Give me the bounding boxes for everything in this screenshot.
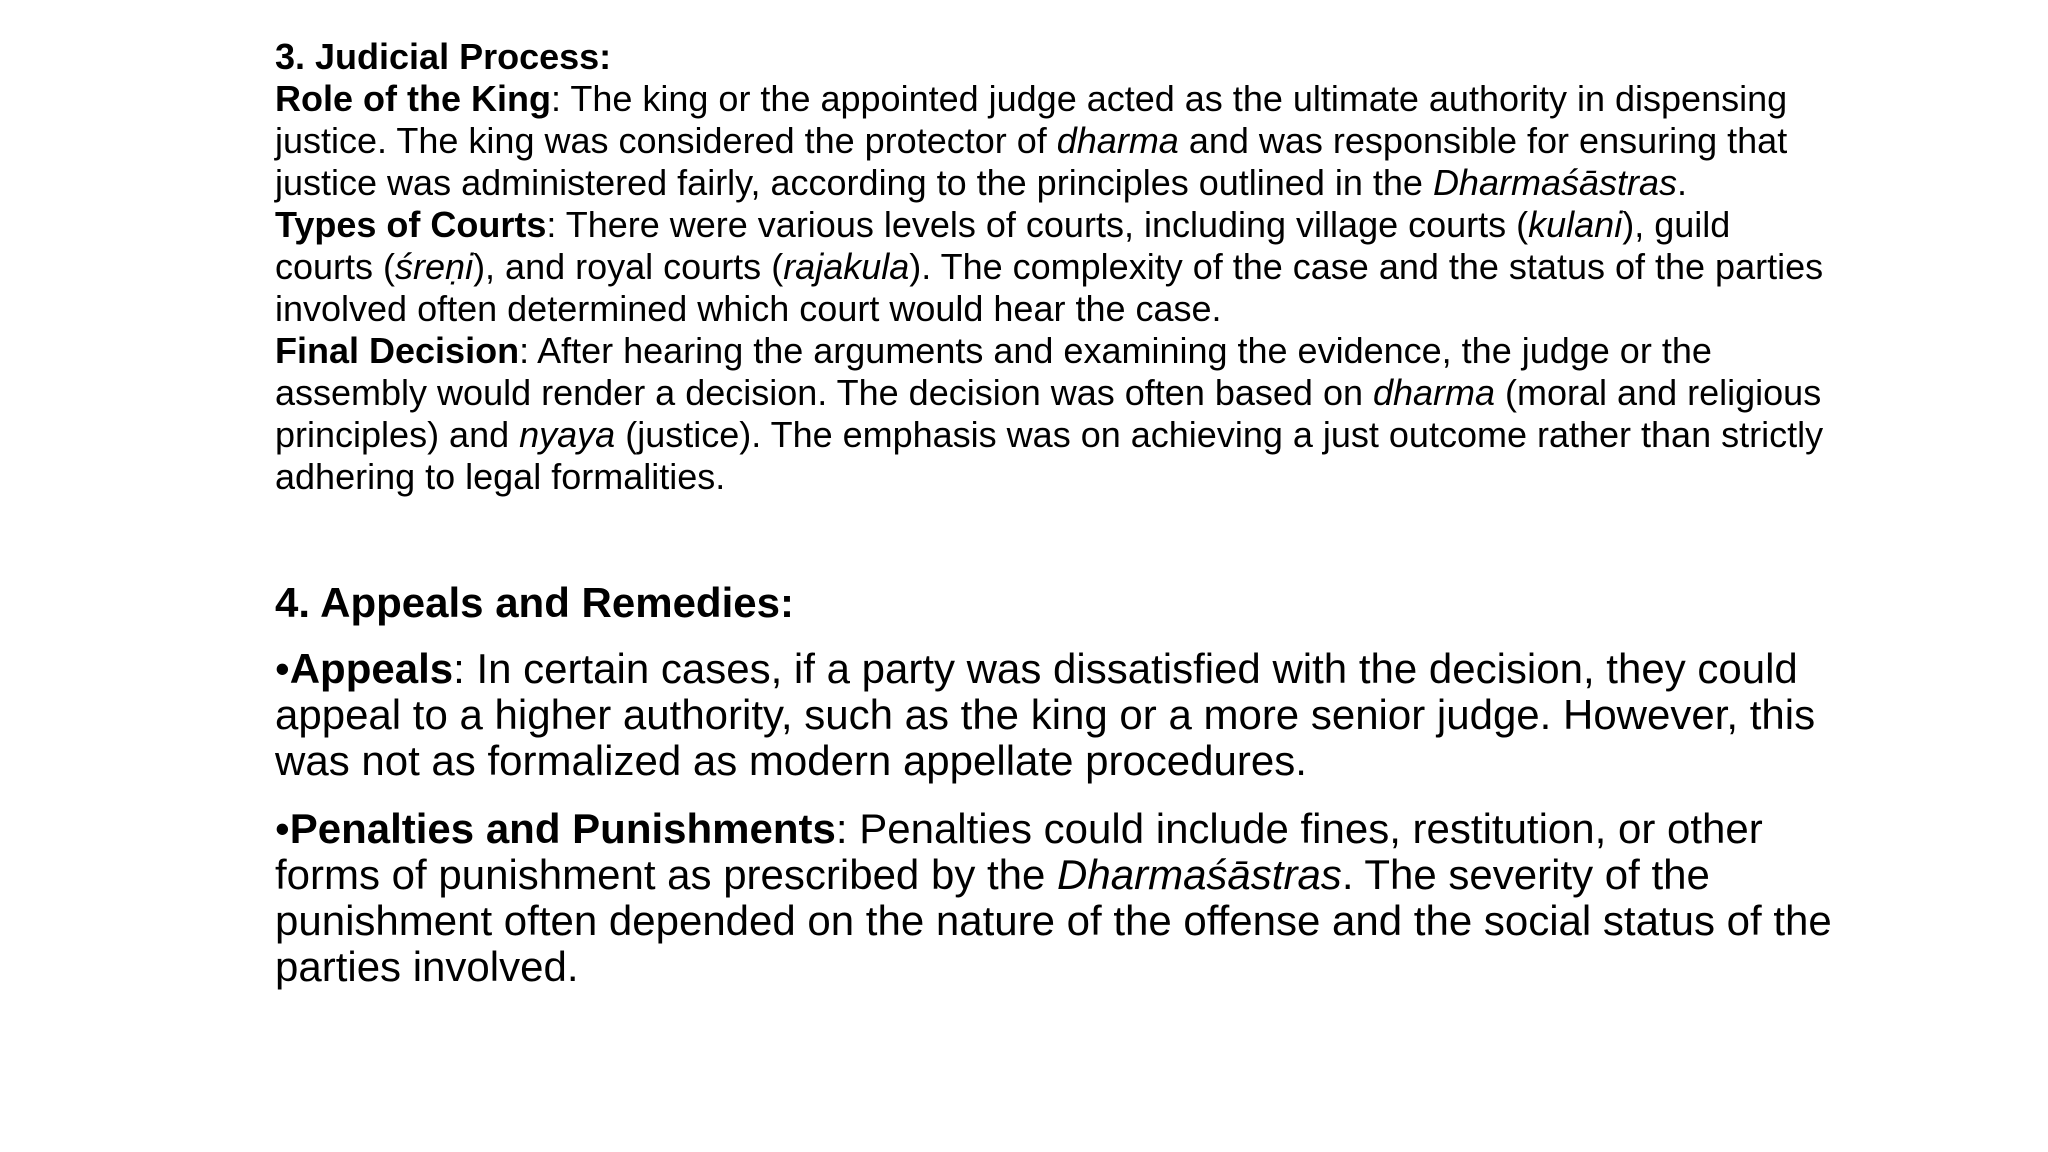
separator: : xyxy=(550,78,571,119)
text: . The severity of the punishment often depended on the nature of the offense and the social status of the parties involved. xyxy=(275,851,1832,990)
italic-term: rajakula xyxy=(783,246,910,287)
paragraph-role-of-king xyxy=(275,78,1835,204)
text: (moral and religious principles) and xyxy=(275,372,1822,455)
term-final-decision: Final Decision xyxy=(275,330,520,371)
italic-term: dharma xyxy=(1372,372,1496,413)
text: Penalties could include fines, restitution, or other forms of punishment as prescribed by the xyxy=(275,805,1763,898)
italic-term: Dharmaśāstras xyxy=(1057,851,1342,898)
separator: : xyxy=(453,645,477,692)
bullet-marker: • xyxy=(275,645,290,692)
text: ), guild courts ( xyxy=(275,204,1731,287)
italic-term: dharma xyxy=(1056,120,1179,161)
text: ). The complexity of the case and the status of the parties involved often determined which court would hear the case. xyxy=(275,246,1824,329)
text: ), and royal courts ( xyxy=(473,246,784,287)
text: The king or the appointed judge acted as the ultimate authority in dispensing justice. The king was considered the protector of xyxy=(275,78,1788,161)
bullet-penalties xyxy=(275,806,1835,990)
separator: : xyxy=(546,204,566,245)
term-role-of-king: Role of the King xyxy=(275,78,551,119)
slide-content xyxy=(275,36,1835,1012)
text: In certain cases, if a party was dissatisfied with the decision, they could appeal to a higher authority, such as the king or a more senior judge. However, this was not as formalized as modern appellate procedures. xyxy=(275,645,1816,784)
term-types-of-courts: Types of Courts xyxy=(275,204,547,245)
italic-term: kulani xyxy=(1528,204,1623,245)
italic-term: nyaya xyxy=(519,414,616,455)
separator: : xyxy=(835,805,860,852)
bullet-marker: • xyxy=(275,805,290,852)
term-appeals: Appeals xyxy=(289,645,454,692)
bullet-appeals xyxy=(275,646,1835,784)
term-penalties: Penalties and Punishments xyxy=(289,805,836,852)
text: . xyxy=(1677,162,1688,203)
section-title-appeals-remedies: 4. Appeals and Remedies: xyxy=(275,579,794,626)
separator: : xyxy=(519,330,538,371)
section-title-judicial-process: 3. Judicial Process: xyxy=(275,36,612,77)
text: and was responsible for ensuring that justice was administered fairly, according to the principles outlined in the xyxy=(275,120,1788,203)
paragraph-final-decision xyxy=(275,330,1835,498)
text: (justice). The emphasis was on achieving a just outcome rather than strictly adhering to legal formalities. xyxy=(275,414,1824,497)
paragraph-types-of-courts xyxy=(275,204,1835,330)
text: After hearing the arguments and examining the evidence, the judge or the assembly would render a decision. The decision was often based on xyxy=(275,330,1712,413)
italic-term: śreṇi xyxy=(395,246,474,287)
italic-term: Dharmaśāstras xyxy=(1432,162,1678,203)
text: There were various levels of courts, including village courts ( xyxy=(565,204,1529,245)
